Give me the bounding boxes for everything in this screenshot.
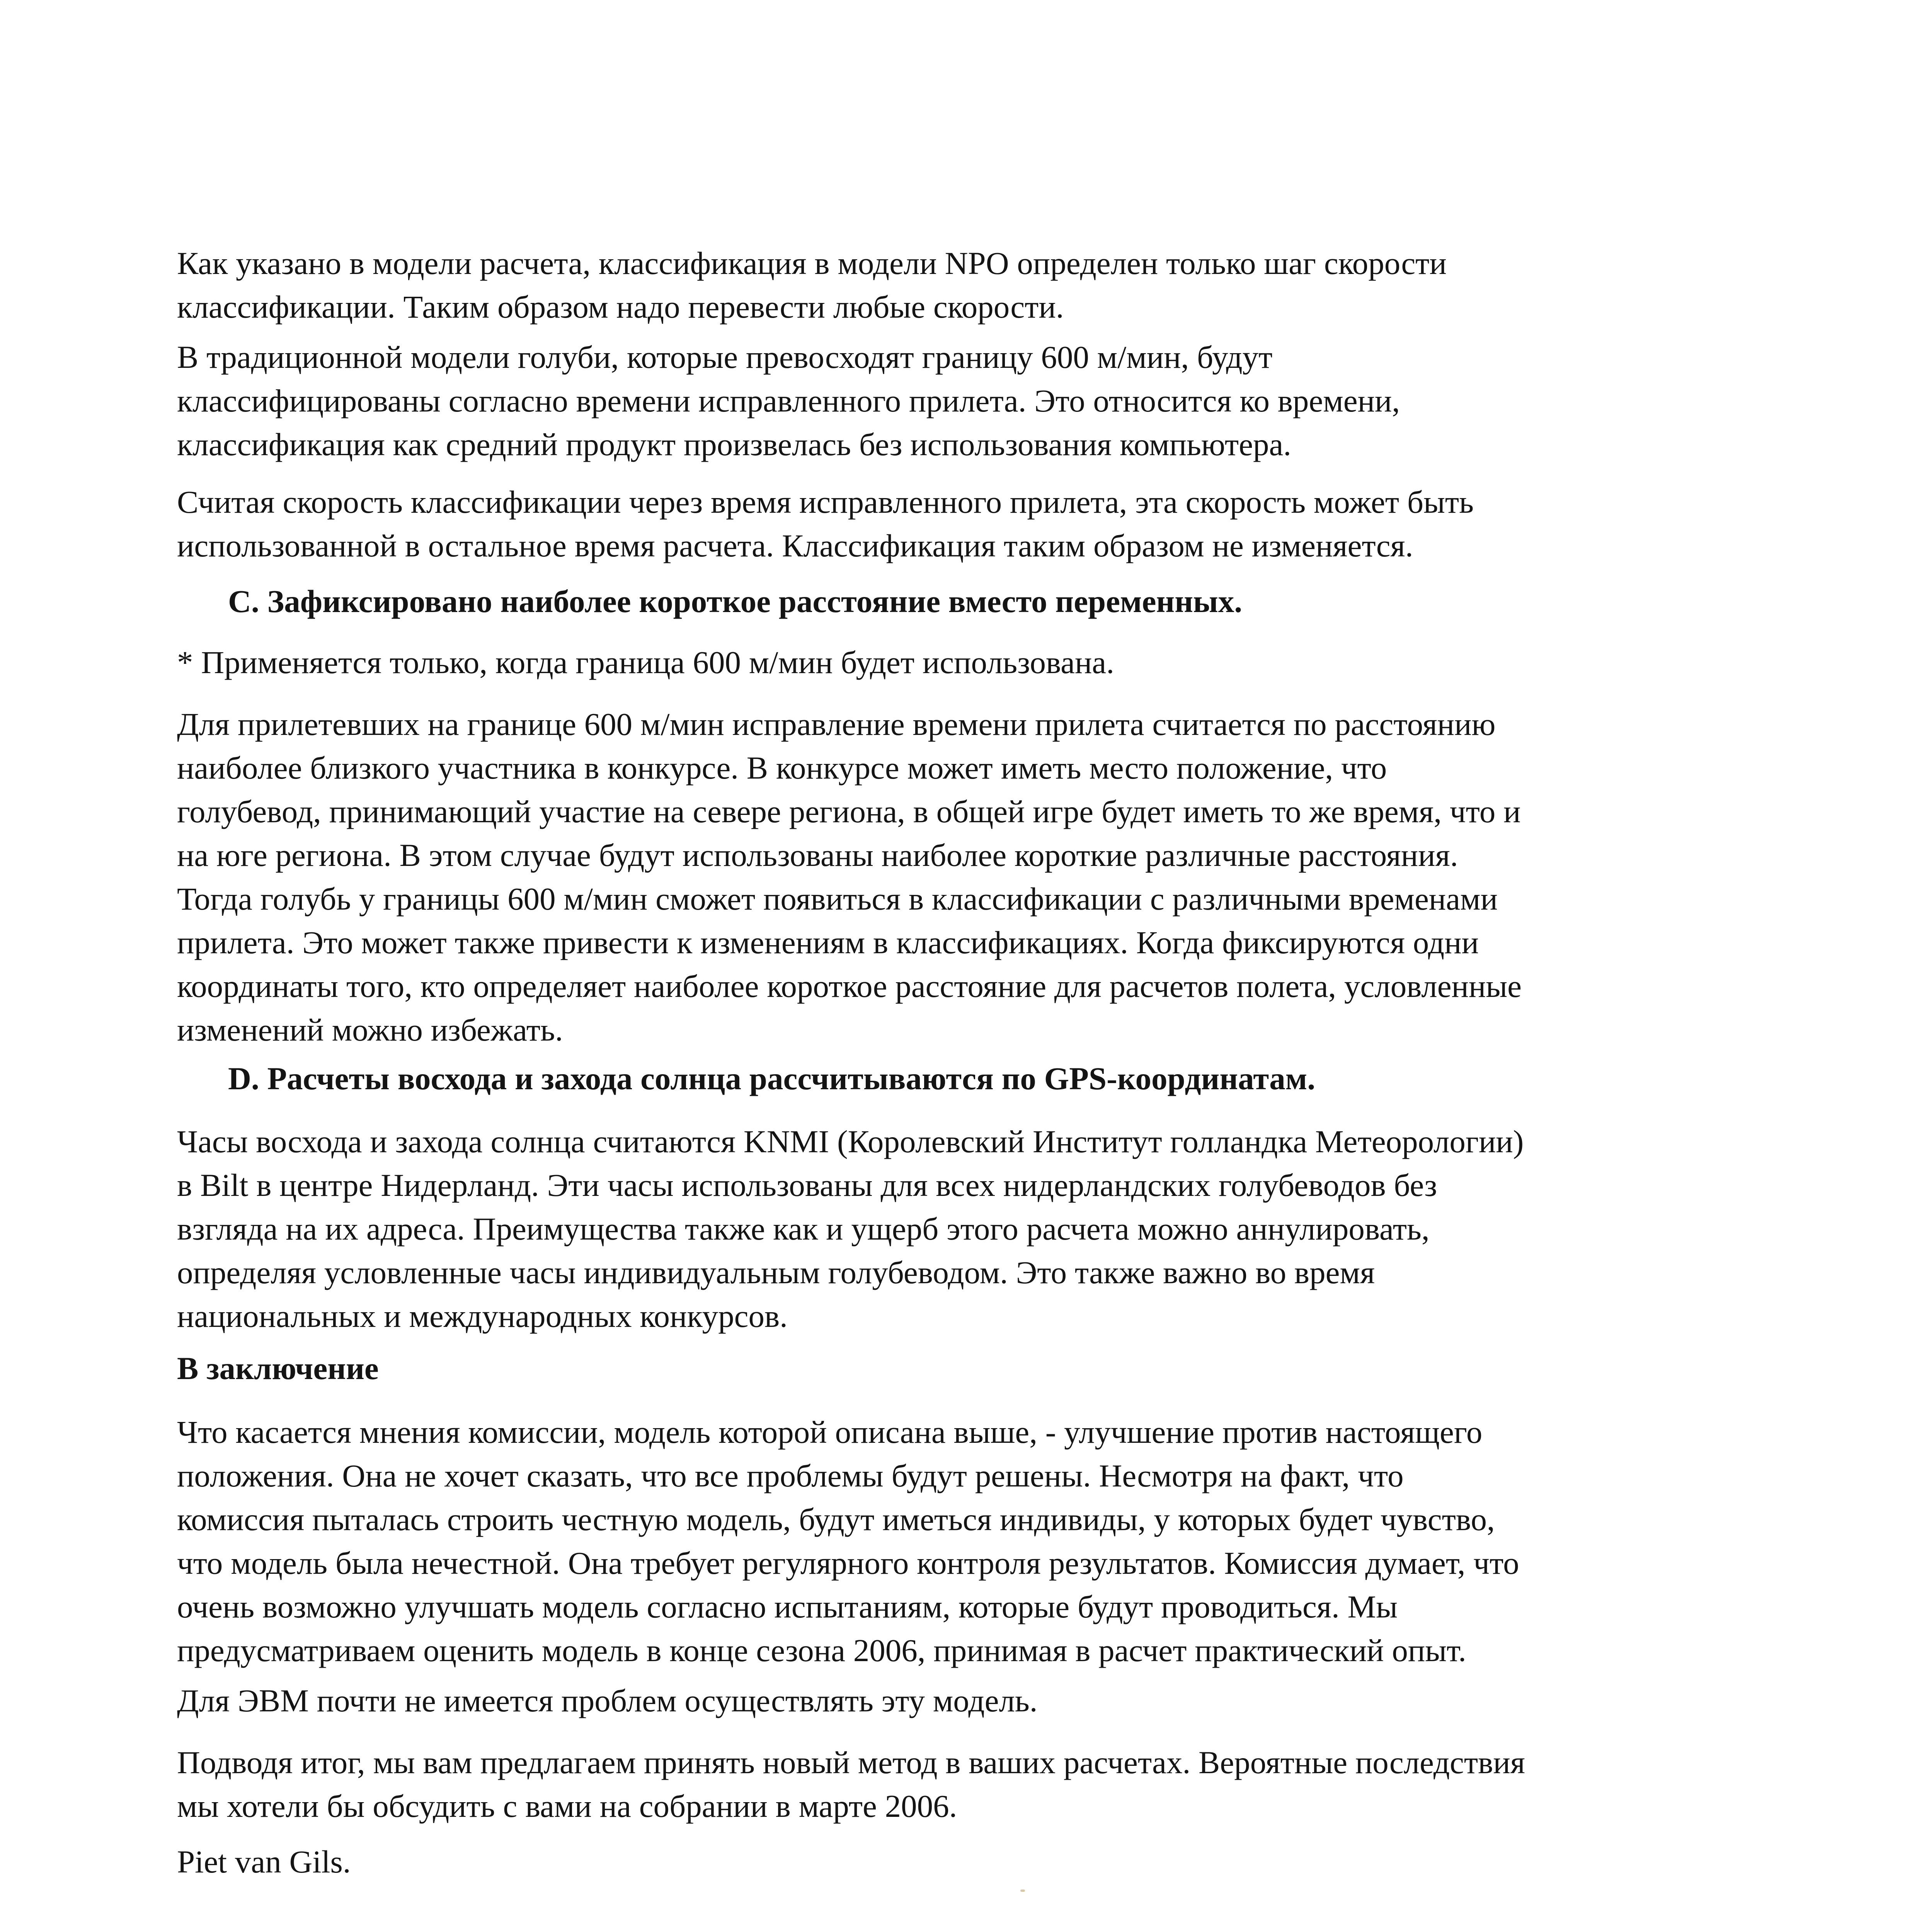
paragraph-npo-model xyxy=(177,242,1783,329)
text-line: Часы восхода и захода солнца считаются KNMI (Королевский Институт голландка Метеорологии) xyxy=(177,1124,1524,1159)
text-line: классификация как средний продукт произвелась без использования компьютера. xyxy=(177,427,1292,462)
text-line: Что касается мнения комиссии, модель которой описана выше, - улучшение против настоящего xyxy=(177,1414,1483,1450)
section-heading-conclusion xyxy=(177,1347,1783,1390)
text-line: Как указано в модели расчета, классификация в модели NPO определен только шаг скорости xyxy=(177,245,1447,281)
text-line: Для прилетевших на границе 600 м/мин исправление времени прилета считается по расстоянию xyxy=(177,706,1496,742)
heading-text: В заключение xyxy=(177,1350,379,1386)
text-line: Для ЭВМ почти не имеется проблем осуществлять эту модель. xyxy=(177,1683,1038,1718)
paragraph-summary xyxy=(177,1741,1783,1828)
paragraph-traditional-model xyxy=(177,335,1783,466)
heading-text: D. Расчеты восхода и захода солнца рассчитываются по GPS-координатам. xyxy=(228,1061,1316,1096)
text-line: в Bilt в центре Нидерланд. Эти часы использованы для всех нидерландских голубеводов без xyxy=(177,1167,1437,1203)
text-line: наиболее близкого участника в конкурсе. В конкурсе может иметь место положение, что xyxy=(177,750,1387,786)
text-line: очень возможно улучшать модель согласно испытаниям, которые будут проводиться. Мы xyxy=(177,1589,1398,1624)
text-line: голубевод, принимающий участие на севере региона, в общей игре будет иметь то же время, что и xyxy=(177,794,1521,829)
section-heading-c xyxy=(228,580,1774,623)
text-line: координаты того, кто определяет наиболее короткое расстояние для расчетов полета, условленные xyxy=(177,968,1522,1004)
text-line: национальных и международных конкурсов. xyxy=(177,1298,788,1334)
text-line: классификации. Таким образом надо перевести любые скорости. xyxy=(177,289,1064,325)
paragraph-computer xyxy=(177,1679,1783,1723)
text-line: мы хотели бы обсудить с вами на собрании в марте 2006. xyxy=(177,1788,957,1824)
text-line: определяя условленные часы индивидуальным голубеводом. Это также важно во время xyxy=(177,1255,1375,1290)
heading-text: С. Зафиксировано наиболее короткое расстояние вместо переменных. xyxy=(228,583,1243,619)
text-line: предусматриваем оценить модель в конце сезона 2006, принимая в расчет практический опыт. xyxy=(177,1633,1466,1668)
scan-speck xyxy=(1020,1889,1025,1892)
signature-name: Piet van Gils. xyxy=(177,1844,351,1879)
text-line: Считая скорость классификации через время исправленного прилета, эта скорость может быть xyxy=(177,484,1474,520)
paragraph-arrival-correction xyxy=(177,702,1783,1052)
text-line: использованной в остальное время расчета. Классификация таким образом не изменяется. xyxy=(177,528,1413,563)
text-line: классифицированы согласно времени исправленного прилета. Это относится ко времени, xyxy=(177,383,1400,418)
text-line: взгляда на их адреса. Преимущества также как и ущерб этого расчета можно аннулировать, xyxy=(177,1211,1430,1247)
text-line: комиссия пыталась строить честную модель, будут иметься индивиды, у которых будет чувство, xyxy=(177,1502,1495,1537)
text-line: В традиционной модели голуби, которые превосходят границу 600 м/мин, будут xyxy=(177,339,1273,375)
section-heading-d xyxy=(228,1057,1774,1100)
paragraph-note-600 xyxy=(177,641,1783,684)
signature xyxy=(177,1840,1783,1884)
text-line: изменений можно избежать. xyxy=(177,1012,563,1048)
text-line: Тогда голубь у границы 600 м/мин сможет появиться в классификации с различными временами xyxy=(177,881,1498,917)
text-line: положения. Она не хочет сказать, что все проблемы будут решены. Несмотря на факт, что xyxy=(177,1458,1404,1493)
text-line: Подводя итог, мы вам предлагаем принять новый метод в ваших расчетах. Вероятные последствия xyxy=(177,1745,1525,1780)
paragraph-classification-speed xyxy=(177,480,1783,568)
paragraph-commission-opinion xyxy=(177,1410,1783,1672)
text-line: что модель была нечестной. Она требует регулярного контроля результатов. Комиссия думает, что xyxy=(177,1545,1519,1581)
paragraph-sunrise-sunset xyxy=(177,1120,1783,1338)
text-line: * Применяется только, когда граница 600 м/мин будет использована. xyxy=(177,645,1114,680)
text-line: на юге региона. В этом случае будут использованы наиболее короткие различные расстояния. xyxy=(177,837,1458,873)
text-line: прилета. Это может также привести к изменениям в классификациях. Когда фиксируются одни xyxy=(177,925,1479,960)
